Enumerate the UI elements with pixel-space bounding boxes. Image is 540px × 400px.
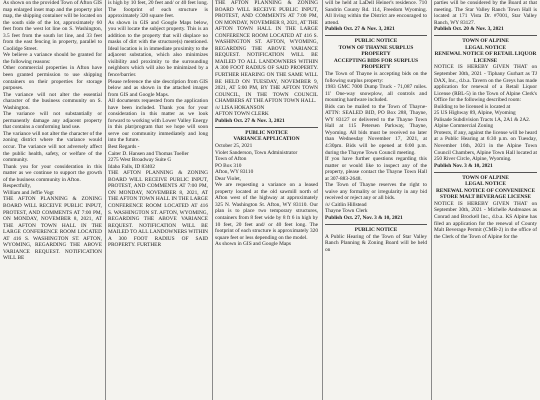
notice-paragraph: NOTICE IS HEREBY GIVEN THAT on September 30th, 2021 - Tiphany Gurhart as TJ DAX, Inc., d.b.a. Tavern on the Greys has made application for renewal of a Retail Liquor License (RBL-5) in the Town of Alpine Clerk's Office for the following described room: — [434, 64, 537, 104]
notice-separator — [434, 35, 537, 36]
notice-paragraph: Idaho Falls, ID 83402 — [108, 163, 155, 170]
notice-paragraph: We believe a variance should be granted for the following reasons: — [3, 52, 102, 65]
notice-paragraph: will be held at LaDell Heiner's residence. 710 Sandrin County Rd. 114, Freedom Wyoming. All living within the District are encouraged to attend. — [325, 0, 427, 26]
notice-paragraph: Bids can be mailed to the Town of Thayne-ATTN: SEALED BID, PO Box 288, Thayne, WY 83127 or delivered to the Thayne Town Hall at 115 Petersen Parkway, Thayne, Wyoming. All bids must be received no later than Wednesday November 17, 2021, at 4:30pm. Bids will be opened at 6:00 p.m. during the Thayne Town Council meeting. — [325, 103, 427, 156]
notice-paragraph: 25 US Highway 89, Alpine, Wyoming — [434, 110, 516, 117]
column-2 — [108, 0, 208, 400]
notice-paragraph: /s/ Caitlin Hillstead — [325, 201, 367, 208]
notice-paragraph: PO Box 310 — [215, 162, 242, 169]
notice-separator — [325, 224, 427, 225]
notice-paragraph: A Public Hearing of the Town of Star Valley Ranch Planning & Zoning Board will be held on — [325, 233, 427, 253]
notice-paragraph: 2275 West Broadway Suite G — [108, 157, 172, 164]
notice-paragraph: Other commercial properties in Afton have been granted permission to use shipping containers on their properties for storage purposes. — [3, 65, 102, 92]
column-divider — [212, 0, 213, 400]
notice-paragraph: As shown in GIS and Google Maps below, you will locate the subject property. This is an addition to the property that will displace no masks of dirt with the structure(s) mentioned. Ideal location is in immediate proximity to the adjacent substation, which also minimizes visibility and proximity to the surrounding neighbors which will also be minimized by a fence/barrier. — [108, 19, 208, 79]
notice-paragraph: William and Jeffie Vogt — [3, 189, 54, 196]
notice-paragraph: Caiter D. Hansen and Thomas Toeller — [108, 150, 189, 157]
publish-dates: Publish Nov. 3 & 10, 2021 — [434, 162, 493, 169]
notice-paragraph: If you have further questions regarding this matter or would like to inspect any of the property, please contact the Thayne Town Hall at 307-883-2648. — [325, 156, 427, 182]
notice-paragraph: parties will be considered by the Board at that meeting. The Star Valley Ranch Town Hall is located at 171 Vista Dr. #7001, Star Valley Ranch, WY 83127. — [434, 0, 537, 26]
notice-paragraph: Please reference the site description from GIS below and as shown in the attached images from GIS and Google Maps. — [108, 78, 208, 98]
notice-paragraph: Respectfully, — [3, 183, 31, 190]
notice-paragraph: Best Regards - — [108, 144, 140, 151]
notice-paragraph: The Town of Thayne is accepting bids on the following surplus property: — [325, 70, 427, 84]
notice-paragraph: Building to be licensed is located at — [434, 103, 511, 110]
notice-paragraph: Protests, if any, against the license will be heard at a Public Hearing at 6:30 p.m. on Tuesday, November 16th, 2021 in the Alpine Town Council Chambers, Alpine Town Hall located at 250 River Circle, Alpine, Wyoming. — [434, 129, 537, 163]
notice-paragraph: is high by 10 feet, 20 feet and/ or 40 feet long. The footprint of each structure is approximately 320 square feet. — [108, 0, 208, 20]
column-4 — [325, 0, 427, 400]
notice-heading: TOWN OF ALPINE — [462, 38, 509, 45]
notice-paragraph: Town of Afton — [215, 156, 247, 163]
notice-paragraph: We are requesting a variance on a leased property located at the old sawmill north of Afton west of the highway at approximately 325 N. Washington St. Afton, WY 83110. Our plan is to place two temporary structures, containers from 8 feet wide by 8 ft 6 in high by 10 feet, 20 feet and/ or 40 feet long. The footprint of each structure is approximately 320 square feet or less depending on the model. — [215, 182, 318, 241]
notice-paragraph: The variance will not alter the character of the zoning district where the variance would occur. The variance will not adversely affect the public health, safety, or welfare of the community. — [3, 130, 102, 164]
notice-heading: LEGAL NOTICE — [465, 181, 506, 188]
notice-paragraph: AFTON TOWN CLERK — [215, 111, 269, 118]
publish-dates: Publish Oct. 27 & Nov. 3, 2021 — [325, 26, 395, 33]
publish-dates: Publish Oct. 20 & Nov. 3, 2021 — [434, 26, 504, 33]
notice-paragraph: THE AFTON PLANNING & ZONING BOARD WILL RECEIVE PUBLIC INPUT, PROTEST, AND COMMENTS AT 7:00 PM, ON MONDAY, NOVEMBER 8, 2021, AT THE AFTON TOWN HALL IN THE LARGE CONFERENCE ROOM LOCATED AT 416 S. WASHINGTON ST. AFTON, WYOMING, REGARDING THE ABOVE VARIANCE REQUEST. NOTIFICATION WILL BE MAILED TO ALL LANDOWNERS WITHIN A 300 FOOT RADIUS OF SAID PROPERTY. FURTHER — [108, 170, 208, 249]
notice-paragraph: Thank you for your consideration in this matter as we continue to support the growth of the business community in Afton. — [3, 163, 102, 183]
notice-paragraph: /s/ LISA HOKANSON — [215, 104, 265, 111]
notice-heading: PUBLIC NOTICE — [354, 38, 398, 45]
notice-paragraph: The variance will not alter the essential character of the business community on S. Washington. — [3, 91, 102, 111]
notice-separator — [434, 172, 537, 173]
notice-paragraph: All documents requested from the application have been included. Thank you for your consideration in this matter as we look forward to working with Lower Valley Energy in this plat/program that we hope will soon serve our community immediately and long into the future. — [108, 98, 208, 144]
publish-dates: Publish Oct. 27, Nov. 3 & 10, 2021 — [325, 215, 403, 221]
notice-paragraph: THE AFTON PLANNING & ZONING BOARD WILL RECEIVE PUBLIC INPUT, PROTEST, AND COMMENTS AT 7:00 PM, ON MONDAY, NOVEMBER 8, 2021, AT THE AFTON TOWN HALL IN THE LARGE CONFERENCE ROOM LOCATED AT 416 S. WASHINGTON ST. AFTON, WYOMING, REGARDING THE ABOVE VARIANCE REQUEST. NOTIFICATION WILL BE MAILED TO ALL LANDOWNERS WITHIN A 300 FOOT RADIUS OF SAID PROPERTY. FURTHER HEARING ON THE SAME WILL BE HELD ON TUESDAY, NOVEMBER 9, 2021, AT 5:00 PM, BY THE AFTON TOWN COUNCIL, IN THE TOWN COUNCIL CHAMBERS AT THE AFTON TOWN HALL. — [215, 0, 318, 105]
notice-paragraph: Afton, WY 83110 — [215, 169, 254, 176]
notice-heading: TOWN OF ALPINE — [462, 174, 509, 181]
notice-paragraph: Palisade Subdivision Tracts 1A, 2A1 & 2A2. — [434, 116, 531, 123]
notice-paragraph: As shown in GIS and Google Maps — [215, 241, 291, 248]
notice-paragraph: Alpine Commercial Zoning — [434, 123, 494, 130]
column-divider — [431, 0, 432, 400]
notice-heading: RENEWAL NOTICE OF CONVENIENCE STORE MALT BEVERAGE LICENSE — [435, 187, 536, 201]
notice-separator — [215, 127, 318, 128]
column-divider — [322, 0, 323, 400]
notice-paragraph: Violet Sanderson, Town Administrator — [215, 149, 298, 156]
notice-paragraph: Dear Violet, — [215, 175, 241, 182]
notice-heading: TOWN OF THAYNE SURPLUS PROPERTY — [338, 44, 414, 58]
notice-paragraph: THE AFTON PLANNING & ZONING BOARD WILL RECEIVE PUBLIC INPUT, PROTEST, AND COMMENTS AT 7:00 PM, ON MONDAY, NOVEMBER 8, 2021, AT THE AFTON TOWN HALL IN THE LARGE CONFERENCE ROOM LOCATED AT 416 S. WASHINGTON ST. AFTON, WYOMING, REGARDING THE ABOVE VARIANCE REQUEST. NOTIFICATION WILL BE — [3, 196, 102, 262]
notice-heading: ACCEPTING BIDS FOR SURPLUS PROPERTY — [333, 57, 419, 71]
notice-heading: LEGAL NOTICE — [465, 44, 506, 51]
notice-heading: PUBLIC NOTICE — [354, 227, 398, 234]
notice-heading: VARIANCE APPLICATION — [233, 136, 300, 143]
notice-paragraph: 1983 GMC 7000 Dump Truck - 71,087 miles. 11' One-way snowplow, all controls and mounting hardware included. — [325, 84, 427, 104]
notice-paragraph: October 25, 2021 — [215, 142, 253, 149]
column-1 — [3, 0, 102, 400]
column-5 — [434, 0, 537, 400]
publish-dates: Publish Oct. 27 & Nov. 3, 2021 — [215, 117, 285, 124]
column-3 — [215, 0, 318, 400]
notice-paragraph: As shown on the provided Town of Afton GIS map enlarged inset map and the property plot map, the shipping container will be located on the south side of the lot, approximately 60 feet from the west lot line on S. Washington, 3.5 feet from the south lot line, and 33 feet from the east fencing in property, parallel to Coolidge Street. — [3, 0, 102, 52]
notice-paragraph: The variance will not substantially or permanently damage any adjacent property that contains a conforming land use. — [3, 111, 102, 131]
notice-paragraph: The Town of Thayne reserves the right to waive any formality or irregularity in any bid received or reject any or all bids. — [325, 182, 427, 202]
notice-heading: PUBLIC NOTICE — [245, 129, 288, 136]
notice-separator — [325, 35, 427, 36]
notice-heading: RENEWAL NOTICE OF RETAIL LIQUOR LICENSE — [434, 51, 537, 64]
notice-paragraph: NOTICE IS HEREBY GIVEN THAT on September 30th, 2021 - Michelle Andreazes as Conrad and Brockell Inc., d.b.a. KS Alpine has filed an application for the renewal of County Malt Beverage Permit (CMB-2) in the office of the Clerk of the Town of Alpine for the — [434, 200, 537, 240]
notice-paragraph: Thayne Town Clerk — [325, 208, 368, 215]
column-divider — [105, 0, 106, 400]
